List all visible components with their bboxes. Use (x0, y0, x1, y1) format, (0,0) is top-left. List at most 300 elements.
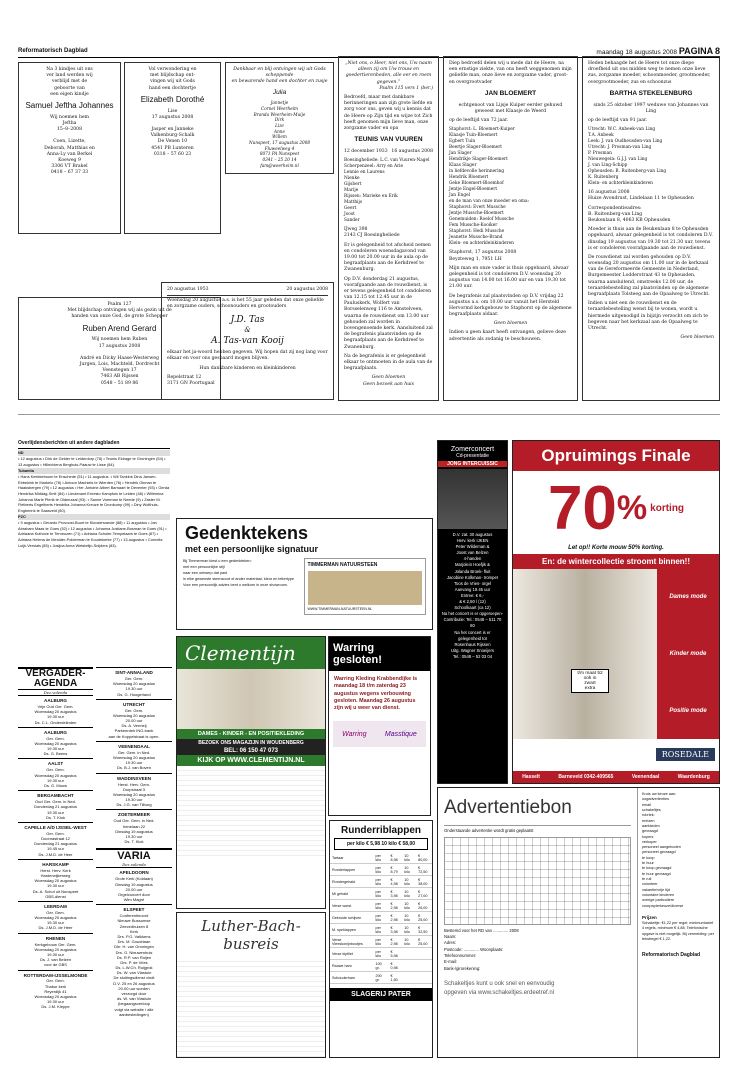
concert-line: Uitg. Wagner Snoeijers (451, 647, 494, 653)
notice-line: vingen wij uit Gods (150, 79, 195, 85)
ad-grid[interactable] (444, 837, 631, 925)
obit-corr: Beukenlaan 8, 4063 KB Opheusden (588, 217, 671, 223)
price-cell: Rauwe ham (330, 960, 374, 972)
agenda-line: 19.30 uur (47, 777, 64, 783)
adv-option: verkoper (642, 839, 657, 844)
agenda-line: Donderdag 21 augustus (34, 841, 77, 847)
overlijden-title: Overlijdensberichten uit andere dagbladen (18, 440, 170, 449)
agenda-line: Vrije Oud Ger. Gem. (37, 703, 74, 709)
adv-option: schakeltjes (642, 807, 661, 812)
agenda-line: Woensdag 20 augustus (34, 709, 77, 715)
family-row: Nieuwegein: G.J.J. van Ling (588, 157, 648, 163)
agenda-line: Irenelaan 22 (122, 823, 146, 829)
parents-line: Lize (275, 123, 284, 129)
adv-option: voorpapierkeuze/diverse (642, 903, 684, 908)
obit-addr: 2143 CJ Boesingheliede (344, 233, 400, 239)
obit-verse: „Niet ons, o Heer, niet ons, Uw naam alleen zij om Uw trouw en goedertierenheden, alle eer en roem gegeven.” (345, 61, 432, 85)
family-row: Utrecht: W.C. Anbeek-van Ling (588, 127, 656, 133)
adv-foot[interactable]: opgeven via www.schakeltjes.erdeetref.nl (444, 989, 555, 996)
anniv-amp: & (244, 325, 251, 334)
notice-line: Wij noemen hem (50, 114, 89, 120)
agenda-item (18, 859, 93, 901)
agenda-place: AALST (47, 761, 64, 767)
ad-let-op: Let op!! Korte mouw 50% korting. (568, 545, 664, 551)
birth-name: Ruben Arend Gerard (82, 323, 157, 333)
family-row: Nienke (344, 176, 360, 182)
parents-line: Jannetje (270, 100, 289, 106)
obit-name: TEUNIS VAN VUUREN (354, 136, 423, 144)
agenda-line: verzorgd door (121, 991, 147, 997)
notice-line: Dankbaar en blij ontvingen wij uit Gods scheppende (233, 67, 326, 79)
price-cell: € 0,98 (389, 960, 403, 972)
overlijden-section (18, 440, 170, 662)
ad-url[interactable]: KIJK OP WWW.CLEMENTIJN.NL (177, 755, 325, 766)
parents-line: 0341 – 25 20 14 (262, 157, 297, 163)
concert-line: Schoolkaart (ca 12) (454, 605, 491, 611)
birth-name: Julia (272, 88, 287, 96)
parents-line: 0318 – 57 60 23 (153, 151, 192, 157)
agenda-item (96, 867, 172, 904)
concert-line: Na het concert is er opgeroepen- (441, 611, 504, 617)
mode-list (657, 569, 719, 739)
concert-line: Marjolein Hoefjik & (455, 562, 490, 568)
notice-line: 17 augustus 2008 (98, 343, 141, 349)
ad-brand: JONG INTERCUISSIC (438, 461, 507, 467)
adv-option: volunteer (642, 882, 658, 887)
concert-line: Joost van Belzen (456, 550, 489, 556)
obit-age: op de leeftijd van 72 jaar. (449, 117, 509, 123)
ad-tel: BEL: 06 150 47 073 (177, 747, 325, 755)
agenda-line: Ds. G. Mouw (43, 782, 68, 788)
obituary-bloemert (443, 56, 578, 401)
price-cell: € 38,00 (416, 876, 432, 888)
agenda-item (18, 695, 93, 727)
price-cell (416, 960, 432, 972)
agenda-line: Woensdag 20 augustus (113, 791, 155, 797)
agenda-line: Thabor kerk (44, 983, 67, 989)
store-name: Barneveld 0342-409565 (558, 774, 614, 780)
notice-line: een eigen kindje (50, 91, 89, 97)
agenda-place: RHENEN (45, 935, 66, 941)
family-row: Jeanette Mussche-Brand (449, 235, 503, 241)
ad-title: Warring gesloten! (329, 637, 430, 671)
family-row: in liefdevolle herinnering (449, 169, 505, 175)
adv-field: Adres: (444, 940, 457, 946)
obit-closing: Geen bloemen (371, 375, 406, 381)
agenda-item (96, 699, 172, 741)
price-cell: per kilo (374, 912, 389, 924)
adv-prijs-txt: Schakeltje: €1,22 per regel; minimumtarief 4 regels, minimum € 4,88. Telefonische opgave is niet mogelijk. Bij vermelding: per tekstregel € 1,22. (642, 921, 714, 942)
price-cell (416, 972, 432, 984)
agenda-line: Grote Kerk (Koldaan) (115, 876, 153, 882)
agenda-line: Woensdag 20 augustus (34, 915, 77, 921)
family-row: Sander (344, 218, 360, 224)
agenda-line: Ger. Gem. in Ned. (117, 749, 151, 755)
family-row: Jentje Engel-Bloemert (449, 187, 498, 193)
notice-line: Jeftha (62, 120, 77, 126)
price-cell: 10 kilo (402, 936, 416, 948)
price-cell: Gekruide schijven (330, 912, 374, 924)
obit-addr: IJweg 398 (344, 227, 368, 233)
price-cell: Tartaar (330, 852, 374, 864)
agenda-line: De sluitingsdienst vindt (113, 975, 155, 981)
varia-title: VARIA (96, 848, 172, 862)
obit-sub: sinds 25 oktober 1997 weduwe van Johannes van Ling (593, 102, 709, 114)
concert-line: Jacobine Kolkman- trompet (447, 574, 498, 580)
adv-field: Telefoonnummer: (444, 952, 477, 958)
obit-addr: Beyzteweg 1, 7951 LH (449, 256, 502, 262)
adv-option: personeel aangeboden (642, 845, 681, 850)
price-cell: Verse Vleeskonijnboutjes (330, 936, 374, 948)
price-cell: 10 kilo (402, 864, 416, 876)
concert-line: 4-handen (463, 556, 482, 562)
agenda-place: UTRECHT (123, 701, 145, 707)
agenda-line: Orgelconcert door (117, 891, 150, 897)
ad-title: Clementijn (177, 637, 325, 669)
anniv-text2: elkaar het ja-woord hebben gegeven. Wij hopen dat zij nog lang voor elkaar en voor ons gespaard mogen blijven. (167, 350, 328, 362)
family-row: Klein- en achterkleinkinderen (449, 241, 514, 247)
price-row (330, 852, 432, 864)
size-box (571, 669, 609, 693)
agenda-line: 19.30 uur (125, 797, 143, 803)
agenda-line: voor de GBS (44, 962, 67, 968)
adv-text: Onderstaande advertentie wordt gratis geplaatst (444, 827, 534, 833)
obit-p3: Indien u geen kaart heeft ontvangen, gelieve deze advertentie als zodanig te beschouwen. (449, 330, 566, 342)
agenda-line: Harderwijkerweg (40, 872, 71, 878)
ad-title: Gedenktekens (185, 523, 309, 543)
obit-name: BARTHA STEKELENBURG (609, 89, 693, 97)
agenda-line: 19.30 uur (125, 686, 143, 692)
overlijden-items-pzc: • 9 augustus • Gerardo Provoost-Buurt te Kloosterzande (88) • 11 augustus • Jan Abraham Maas te Goes (52) • 12 augustus • Johanna Justiane-Bosman te Goes (91) • Adriaana Kuthove te Terneuzen (71) • Adriana Scholer-Tempelaars te Goes (87) • Adriana Helena de Meulder-Polderman te Koudekerke (77) • 13 augustus • Cornelia Luijk-Verslals (85) • Josijna Anna Wetstelijn-Snijders (83). (18, 520, 167, 548)
size-line: extra (584, 686, 596, 691)
source-tubantia: Tubantia (18, 468, 170, 474)
birth-name: Samuel Jeftha Johannes (25, 100, 114, 110)
family-row: Matthijs (344, 200, 363, 206)
obit-body: Bedroefd, maar met dankbare herinneringen aan zijn grote liefde en zorg voor ons, geven wij u kennis dat de Heere op Zijn tijd en wijze tot Zich heeft genomen mijn lieve man, onze zorgzame vader en opa (344, 94, 433, 131)
ad-list-item: naar een ontwerp dat past (183, 571, 228, 576)
adv-option: te ruil (642, 877, 652, 881)
parents-line: Cornel Weerheim (261, 106, 298, 111)
adv-option: ereizen (642, 818, 655, 823)
parents-line: 3306 VT Brakel (51, 164, 88, 170)
store-name: Hasselt (522, 774, 540, 780)
store-schedule (177, 766, 325, 856)
price-cell: per kilo (374, 900, 389, 912)
agenda-item (18, 758, 93, 790)
family-row: Jan Engel (449, 193, 470, 199)
mode-item: Kinder mode (669, 650, 707, 657)
adv-option: overige particuliere (642, 898, 675, 903)
ad-title: Luther-Bach-busreis (201, 917, 301, 953)
agenda-line: Dorpstraat 3 (122, 786, 145, 792)
agenda-line: volgt via website / alle (114, 1006, 154, 1012)
notice-line: met blijdschap ont- (150, 73, 195, 79)
family-row: Beertje Slager-Bloemert (449, 145, 503, 151)
price-cell: € 80,00 (416, 852, 432, 864)
notice-line: Na 3 kindjes uit ons (46, 67, 93, 72)
agenda-line: Ds. L.W.Ch. Ruijgrok (115, 965, 153, 971)
page-date: maandag 18 augustus 2008 PAGINA 8 (596, 46, 720, 56)
ad-zomerconcert (437, 440, 508, 784)
adv-option: te huur (642, 861, 654, 866)
anniversary-notice-tas (161, 282, 334, 400)
price-cell: per kilo (374, 888, 389, 900)
agenda-item (96, 773, 172, 810)
agenda-item (18, 790, 93, 822)
agenda-place: ROTTERDAM-IJSSELMONDE (23, 972, 88, 978)
agenda-line: Woensdag 20 augustus (34, 994, 77, 1000)
price-cell: per kilo (374, 936, 389, 948)
obit-verse-ref: Psalm 115 vers 1 (ber.) (379, 85, 433, 91)
price-cell: € 25,00 (416, 912, 432, 924)
obit-age: op de leeftijd van 91 jaar. (588, 117, 648, 123)
price-cell: per kilo (374, 852, 389, 864)
parents-line: Coen, Lizette, (53, 139, 86, 145)
price-cell: € 2,98 (389, 900, 403, 912)
agenda-line: Kerkgebouw Ger. Gem. (34, 941, 77, 947)
ad-list-item: met een persoonlijke stijl (183, 565, 225, 570)
agenda-line: 19.30 uur (47, 999, 64, 1005)
notice-line: geboorte van (54, 85, 85, 91)
family-row: Geke Bloemert-Bloemhof (449, 181, 504, 187)
parents-line: Koeweg 9 (58, 158, 81, 164)
agenda-line: Woensdag 20 augustus (113, 754, 155, 760)
notice-line: Lise (167, 108, 178, 114)
agenda-line: ds. W. van Vlastuin (116, 996, 151, 1002)
adv-option: vakantie/vrije tijd (642, 887, 671, 892)
agenda-line: Ger. Gem. (46, 909, 65, 915)
obituary-stekelenburg (582, 56, 720, 401)
concert-line: Jolanda Broek- fluit (454, 568, 491, 574)
agenda-line: Drs. M. Goudriaan (117, 939, 151, 945)
ad-band: En: de wintercollectie stroomt binnen!! (513, 554, 719, 569)
anniv-name1: J.D. Tas (230, 314, 265, 325)
price-cell (402, 948, 416, 960)
agenda-place: WADDINXVEEN (116, 775, 152, 781)
agenda-line: Ds. T. Klok (124, 839, 144, 845)
source-pzc: PZC (18, 514, 170, 520)
agenda-line: Drs. G. Nieuwenhuis (115, 949, 153, 955)
price-cell: € 2,98 (389, 936, 403, 948)
parents-line: Willem (272, 134, 287, 140)
agenda-line: Wim Magré (123, 897, 145, 903)
obit-p1: Moeder is thuis aan de Beukenlaan 8 te Opheusden opgebaard, alwaar gelegenheid is tot condoleren D.V. dinsdag 19 augustus van 19.30 tot 21.30 uur, tevens is er condoleren voorafgaande aan de rouwdienst. (588, 227, 713, 251)
agenda-line: Woensdag 20 augustus (34, 740, 77, 746)
parents-line: Anna-Ly van Berkel (46, 151, 93, 157)
parents-line: Veenstegen 17 (102, 368, 137, 374)
price-cell: Verse worst (330, 900, 374, 912)
price-cell: Mi gehakt (330, 888, 374, 900)
price-row (330, 924, 432, 936)
price-row (330, 912, 432, 924)
agenda-item (18, 933, 93, 970)
parents-line: 0418 – 67 37 33 (50, 170, 89, 176)
notice-line: Psalm 127 (107, 302, 132, 307)
concert-line: Aanvang 19.45 uur (454, 586, 491, 592)
adv-option: volontaire kinderen (642, 892, 675, 897)
obit-p1: Mijn man en onze vader is thuis opgebaard, alwaar gelegenheid is tot condoleren D.V. woensdag 20 augustus van 14.00 tot 16.00 uur en van 19.30 tot 21.00 uur. (449, 265, 569, 290)
price-row (330, 972, 432, 984)
agenda-line: 19.30 uur (125, 760, 143, 766)
notice-line: Met blijdschap ontvingen wij als gezin uit de (67, 308, 172, 314)
adv-field: Bestemd voor het RD van ............. 2008 (444, 927, 519, 933)
size-line: t/m maat 52 (577, 671, 603, 676)
price-cell: 10 kilo (402, 888, 416, 900)
adv-option: te koop (642, 855, 655, 860)
parents-line: Nunspeet, 17 augustus 2008 (248, 140, 311, 146)
ad-url[interactable]: WWW.TIMMERMAN-NATUURSTEEN.NL (307, 607, 373, 611)
agenda-line: Reyerdijk 41 (44, 988, 67, 994)
agenda-line: 19.45 uur (47, 846, 64, 852)
size-line: zwart (584, 681, 596, 686)
agenda-item (96, 809, 172, 846)
agenda-line: Ds. J.M.D. de Heer (38, 925, 73, 931)
agenda-line: Woensdag 20 augustus (34, 772, 77, 778)
showroom-photo (308, 571, 423, 605)
parents-line: 0548 – 51 89 86 (100, 380, 139, 386)
store-locations (513, 771, 719, 783)
adv-field: E-mail: (444, 959, 458, 965)
agenda-place: APELDOORN (119, 870, 149, 876)
concert-line: & € 2,50 / (12) (459, 599, 486, 605)
price-cell: € 8,98 (389, 852, 403, 864)
price-row (330, 876, 432, 888)
agenda-place: VEENENDAAL (118, 743, 150, 749)
birth-notice-jeftha (18, 62, 121, 234)
obit-died: 16 augustus 2008 (391, 148, 433, 154)
clothing-photo (513, 569, 657, 739)
agenda-item (96, 741, 172, 773)
price-row (330, 948, 432, 960)
family-row: Joost (344, 212, 355, 218)
adv-option: personeel gevraagd (642, 850, 676, 855)
concert-line: Herv. kerk IJKEN (456, 538, 489, 544)
price-cell: M. speklappen (330, 924, 374, 936)
ad-list-item: in elke gewenste steensoort of ander materiaal, kleur en lettertype (183, 577, 295, 582)
overlijden-items-tub: • Hans Keekkeboom te Enschede (51) • 11 augustus. • Wil Tankink Dina Jansen-Ebbekink te Markelo (78) • Antoon Machiels te Wierden (76) • Hendrik Okman te Haaksbergen (79) • 12 augustus • Her. Antoine Albert Barnaart te Deventer (93) • Gerda Hendrika Middag-Smit (84) • Lieutenant Ernesto Kampfuis te Leiden (48) • Willemina Johanna Marie Pierik te Oldenzaal (93). • Sanne Voerman te Neede (9) • Zaster M. Fietberts Engelberts Hendrika Johanna Kreuze te Dronkump (99) • Diny Wolthuis-Engberink te Saasveld (80). (18, 473, 170, 513)
agenda-line: Ds. G. Hoogerland (117, 691, 151, 697)
anniv-addr: Repelstraat 12 (167, 374, 202, 380)
ad-brand: TIMMERMAN NATUURSTEEN (307, 562, 378, 568)
ad-bezoek: BEZOEK ONS MAGAZIJN IN WOUDENBERG (177, 739, 325, 747)
parents-line: Jasper en Janneke (151, 127, 194, 133)
family-row: P. Prosman (588, 151, 612, 157)
price-cell: € 3,98 (389, 888, 403, 900)
obit-p2: De rouwdienst zal worden gehouden op D.V. woensdag 20 augustus om 11.00 uur in de kerkzaal van de Gereformeerde Gemeente in Nederland, Burgemeester Lodderstraat 43 te Opheusden, waarna aansluitend, omstreeks 12.00 uur, de teraardebestelling zal plaatsvinden op de algemene begraafplaats Tolsteeg aan de Opaalweg te Utrecht. (588, 254, 710, 298)
adv-option: oogadvertenties (642, 797, 670, 802)
price-row (330, 960, 432, 972)
agenda-line: Woensdag 20 augustus (113, 712, 155, 718)
notice-line: 17 augustus 2008 (151, 114, 194, 120)
anniv-date-end: 20 augustus 2008 (286, 287, 328, 292)
price-cell: € 72,50 (416, 864, 432, 876)
price-cell: € 3,98 (389, 924, 403, 936)
family-row: Rijssen: Marieke en Erik (344, 194, 398, 200)
price-cell: € 32,50 (416, 924, 432, 936)
obit-intro: Heden behaagde het de Heere tot onze diepe droefheid uit ons midden weg te nemen onze lieve zus, zorgzame moeder, schoonmoeder, grootmoeder, overgrootmoeder, zus en schoonzus (588, 61, 711, 85)
concert-line: Na het concert is er (454, 629, 491, 635)
agenda-place: HARSKAMP (42, 861, 69, 867)
obit-closing: Geen bloemen (493, 321, 528, 327)
obit-p3: Indien u niet een de rouwdienst en de teraardebestelling wenst bij te wonen, wordt u hiermede uitgenodigd in bijzijn verzocht om zich te begeven naar het kerkzaal aan de Opaalweg te Utrecht. (588, 301, 708, 331)
ad-timmerman (176, 518, 433, 630)
agenda-line: Ger. Gem. (124, 675, 144, 681)
family-row: Hendrik Bloemert (449, 175, 489, 181)
agenda-line: 20.00 uur (125, 886, 143, 892)
notice-line: Vol verwondering en (148, 67, 197, 72)
concert-line: Rosenhaus Rijssen (454, 641, 491, 647)
notice-line: handen van onze God, de grote Schepper (71, 314, 168, 320)
obit-closing: Geen bezoek aan huis (363, 381, 414, 387)
adv-prijzen: Prijzen (642, 914, 657, 920)
agenda-line: Dhr. H. van Groningen (114, 944, 154, 950)
price-cell: 10 kilo (402, 900, 416, 912)
parents-line: Valkenburg-Schalk (150, 133, 195, 139)
newspaper-name: Reformatorisch Dagblad (18, 48, 88, 54)
agenda-line: Drs. P. de Vries (120, 959, 148, 965)
ad-banner: DAMES - KINDER - EN POSITIEKLEDING (177, 729, 325, 739)
birth-notice-julia (225, 62, 334, 174)
obit-p3: Na de begrafenis is er gelegenheid elkaar te ontmoeten in de aula van de begraafplaats. (344, 353, 433, 372)
parents-line: De Venen 10 (157, 139, 188, 145)
notice-line: en bewarende hand een dochter en zusje (231, 79, 328, 85)
parents-line: Deborah, Matthias en (44, 145, 95, 151)
agenda-line: Ds. J.G. van Tilburg (116, 802, 152, 808)
price-cell: € 2,98 (389, 912, 403, 924)
warring-logos: Warring Masstique (333, 721, 426, 747)
family-row: Klaas Slager (449, 163, 477, 169)
ad-title: Zomerconcert (450, 446, 495, 453)
anniv-text: Woensdag 20 augustus a.s. is het 55 jaar geleden dat onze geliefde en zorgzame ouders, schoonouders en grootouders (167, 298, 324, 310)
agenda-line: 19.30 uur (47, 920, 64, 926)
agenda-line: Herst. Herv. Gem. (118, 781, 150, 787)
discount-label: korting (650, 502, 685, 514)
price-row (330, 888, 432, 900)
agenda-line: GBS-dienst (45, 893, 66, 899)
concert-line: D.V. zat. 30 augustus (452, 532, 493, 537)
notice-line: hand een dochtertje (149, 85, 196, 91)
agenda-line: Oud Ger. Gem. in Ned. (113, 818, 155, 824)
agenda-line: Ds. J.M.D. de Heer (38, 851, 73, 857)
agenda-line: Herst. Herv. Kerk (40, 867, 71, 873)
adv-option: Kruis uw keuze aan: (642, 792, 677, 796)
agenda-item (18, 727, 93, 759)
adv-title: Advertentiebon (444, 794, 631, 826)
ad-brand: SLAGERIJ PATER (330, 988, 432, 1001)
obit-addr: Huize Avondrust, Lindelaan 11 te Opheusden (588, 196, 694, 202)
family-row: Scherpenzeel: Arry en Arie (344, 164, 404, 170)
agenda-item (18, 822, 93, 859)
ad-brand: ROSEDALE (656, 748, 715, 761)
varia-sub: Dez.volenda (122, 862, 146, 868)
section-divider (18, 414, 720, 415)
vergader-agenda (18, 667, 93, 1059)
ad-title: Runderriblappen (340, 825, 421, 836)
agenda-line: Donderdag 21 augustus (34, 804, 77, 810)
price-cell: Rundergehakt (330, 876, 374, 888)
ad-list-item: Voor een persoonlijk advies bent u welkom in onze showroom. (183, 583, 288, 588)
discount-pct: 70 (547, 473, 617, 543)
adv-option: te huur gevraagd (642, 871, 671, 876)
price-cell: per kilo (374, 948, 389, 960)
ad-list-item: Bij Timmerman kiest u een gedenkteken: (183, 559, 252, 563)
family-row: Geert (344, 206, 357, 212)
agenda-place: ZOETERMEER (118, 812, 150, 818)
rd-logo: Reformatorisch Dagblad (642, 952, 701, 959)
agenda-line: Ds. J.M. Kleppe (41, 1004, 70, 1010)
agenda-line: 20.00 uur (125, 718, 143, 724)
adv-option: gevraagd (642, 829, 658, 834)
